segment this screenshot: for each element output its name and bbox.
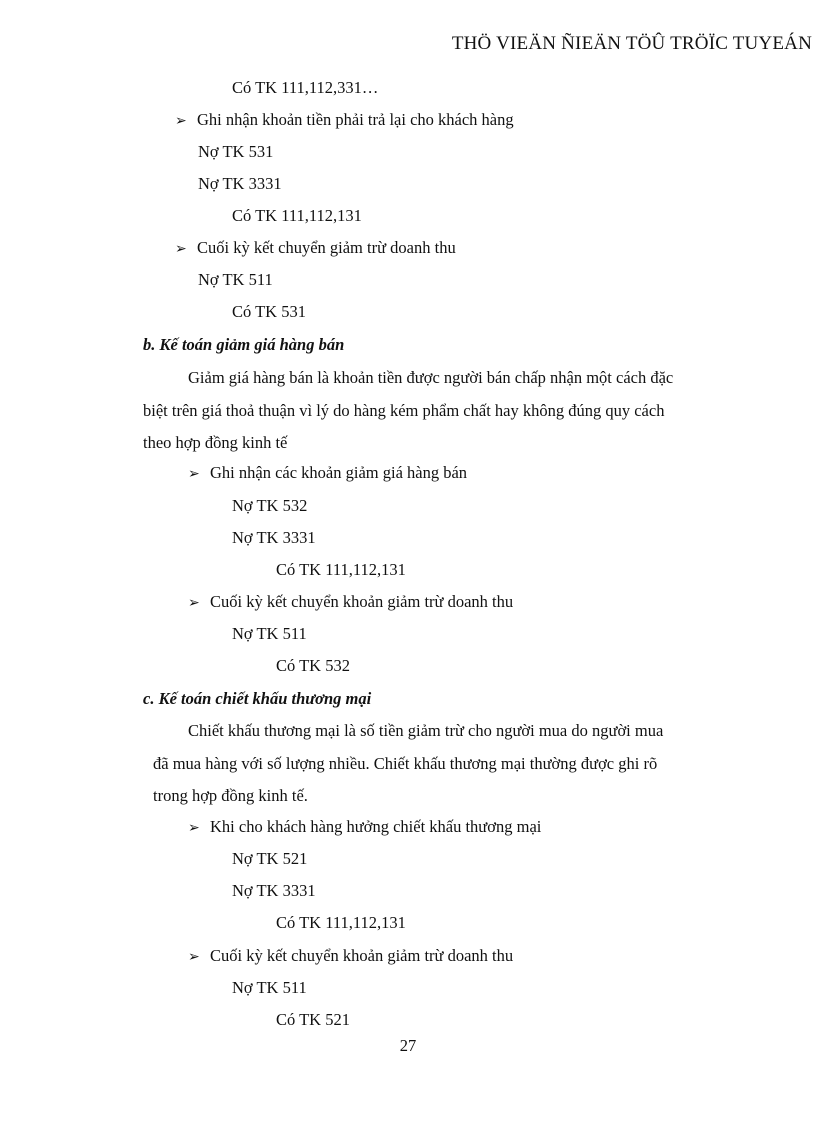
entry-credit: Có TK 532 [276, 656, 350, 675]
bullet-item [188, 592, 513, 614]
arrow-bullet-icon: ➢ [175, 242, 187, 257]
entry-debit: Nợ TK 511 [198, 270, 273, 289]
bullet-item [188, 463, 467, 485]
arrow-bullet-icon: ➢ [188, 950, 200, 965]
bullet-item [175, 238, 456, 260]
arrow-bullet-icon: ➢ [188, 596, 200, 611]
arrow-bullet-icon: ➢ [188, 467, 200, 482]
bullet-text: Khi cho khách hàng hưởng chiết khấu thương mại [210, 817, 542, 836]
entry-credit: Có TK 111,112,131 [276, 913, 406, 932]
bullet-text: Cuối kỳ kết chuyển khoản giảm trừ doanh thu [210, 592, 514, 611]
entry-credit: Có TK 111,112,331… [232, 78, 379, 97]
entry-debit: Nợ TK 3331 [198, 174, 282, 193]
entry-debit: Nợ TK 532 [232, 496, 308, 515]
arrow-bullet-icon: ➢ [175, 114, 187, 129]
section-heading-b: b. Kế toán giảm giá hàng bán [143, 335, 345, 354]
entry-credit: Có TK 521 [276, 1010, 350, 1029]
bullet-item [175, 110, 514, 132]
paragraph-line: đã mua hàng với số lượng nhiều. Chiết khấu thương mại thường được ghi rõ [153, 754, 658, 773]
paragraph-line: trong hợp đồng kinh tế. [153, 786, 308, 805]
entry-debit: Nợ TK 3331 [232, 881, 316, 900]
entry-credit: Có TK 111,112,131 [232, 206, 362, 225]
paragraph-line: Giảm giá hàng bán là khoản tiền được người bán chấp nhận một cách đặc [188, 368, 674, 387]
paragraph-line: Chiết khấu thương mại là số tiền giảm trừ cho người mua do người mua [188, 721, 664, 740]
bullet-text: Cuối kỳ kết chuyển khoản giảm trừ doanh thu [210, 946, 514, 965]
paragraph-line: theo hợp đồng kinh tế [143, 433, 288, 452]
arrow-bullet-icon: ➢ [188, 821, 200, 836]
entry-debit: Nợ TK 521 [232, 849, 308, 868]
entry-debit: Nợ TK 531 [198, 142, 274, 161]
entry-debit: Nợ TK 3331 [232, 528, 316, 547]
running-header: THÖ VIEÄN ÑIEÄN TÖÛ TRÖÏC TUYEÁN [451, 33, 812, 54]
bullet-item [188, 946, 513, 968]
bullet-item [188, 817, 541, 839]
entry-credit: Có TK 531 [232, 302, 306, 321]
paragraph-line: biệt trên giá thoả thuận vì lý do hàng kém phẩm chất hay không đúng quy cách [143, 401, 665, 420]
bullet-text: Ghi nhận các khoản giảm giá hàng bán [210, 463, 468, 482]
bullet-text: Ghi nhận khoản tiền phải trả lại cho khách hàng [197, 110, 514, 129]
entry-debit: Nợ TK 511 [232, 978, 307, 997]
bullet-text: Cuối kỳ kết chuyển giảm trừ doanh thu [197, 238, 456, 257]
page-number: 27 [399, 1036, 417, 1055]
entry-credit: Có TK 111,112,131 [276, 560, 406, 579]
section-heading-c: c. Kế toán chiết khấu thương mại [143, 689, 372, 708]
entry-debit: Nợ TK 511 [232, 624, 307, 643]
